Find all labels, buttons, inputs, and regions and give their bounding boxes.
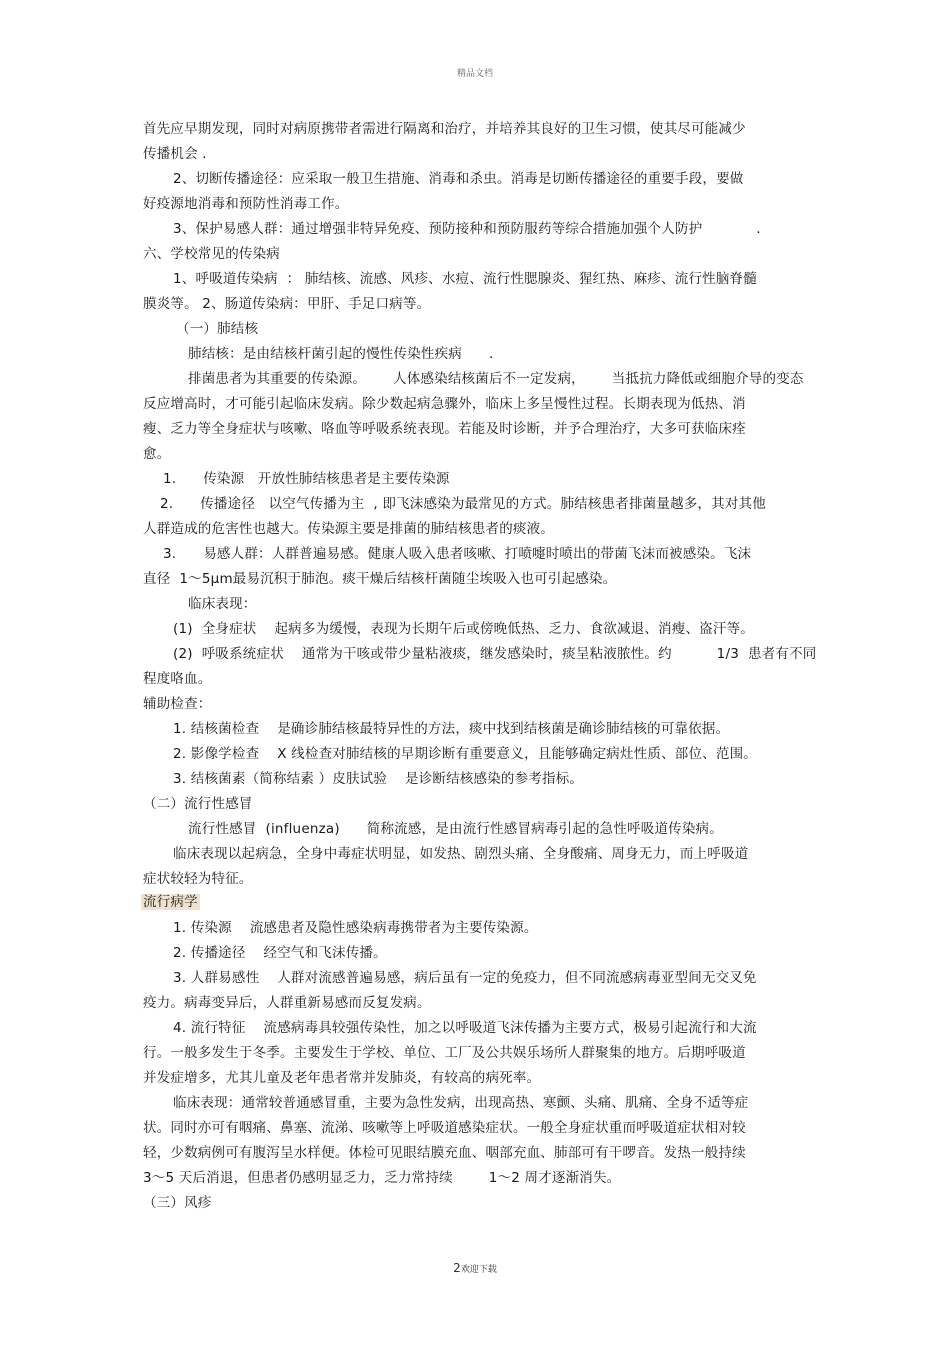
section-heading: 六、学校常见的传染病 — [143, 246, 280, 262]
subsection-heading: （二）流行性感冒 — [143, 796, 253, 812]
text-line: 1. 结核菌检查 是确诊肺结核最特异性的方法，痰中找到结核菌是确诊肺结核的可靠依据。 — [173, 721, 730, 737]
text-line: 肺结核：是由结核杆菌引起的慢性传染性疾病 . — [188, 346, 494, 362]
text-line: (1) 全身症状 起病多为缓慢，表现为长期午后或傍晚低热、乏力、食欲减退、消瘦、盗汗等。 — [173, 621, 754, 637]
text-line: 临床表现：通常较普通感冒重，主要为急性发病，出现高热、寒颤、头痛、肌痛、全身不适等症 — [173, 1095, 749, 1111]
text-line: 3. 易感人群：人群普遍易感。健康人吸入患者咳嗽、打喷嚏时喷出的带菌飞沫而被感染。飞沫 — [163, 546, 752, 562]
text-line: 临床表现以起病急，全身中毒症状明显，如发热、剧烈头痛、全身酸痛、周身无力，而上呼吸道 — [173, 846, 749, 862]
text-line: 状。同时亦可有咽痛、鼻塞、流涕、咳嗽等上呼吸道感染症状。一般全身症状重而呼吸道症状相对较 — [143, 1120, 746, 1136]
text-line: 1. 传染源 开放性肺结核患者是主要传染源 — [163, 471, 450, 487]
text-line: 临床表现： — [188, 596, 257, 612]
text-line: 1、呼吸道传染病 ： 肺结核、流感、风疹、水痘、流行性腮腺炎、猩红热、麻疹、流行性脑脊髓 — [173, 271, 757, 287]
text-line: 3、保护易感人群：通过增强非特异免疫、预防接种和预防服药等综合措施加强个人防护 . — [173, 221, 761, 237]
text-line: 2. 传播途径 经空气和飞沫传播。 — [173, 945, 387, 961]
text-line: 2. 影像学检查 X 线检查对肺结核的早期诊断有重要意义，且能够确定病灶性质、部位、范围。 — [173, 746, 757, 762]
subsection-heading: （一）肺结核 — [176, 321, 259, 337]
text-line: 反应增高时，才可能引起临床发病。除少数起病急骤外，临床上多呈慢性过程。长期表现为低热、消 — [143, 396, 746, 412]
text-line: 排菌患者为其重要的传染源。 人体感染结核菌后不一定发病， 当抵抗力降低或细胞介导的变态 — [188, 371, 804, 387]
text-line: 人群造成的危害性也越大。传染源主要是排菌的肺结核患者的痰液。 — [143, 521, 554, 537]
subsection-heading: （三）风疹 — [143, 1195, 212, 1211]
text-line: 3～5 天后消退，但患者仍感明显乏力，乏力常持续 1～2 周才逐渐消失。 — [143, 1170, 621, 1186]
text-line: 好疫源地消毒和预防性消毒工作。 — [143, 196, 349, 212]
text-line: 膜炎等。 2、肠道传染病：甲肝、手足口病等。 — [143, 296, 431, 312]
page-footer — [0, 1261, 950, 1275]
text-line: 瘦、乏力等全身症状与咳嗽、咯血等呼吸系统表现。若能及时诊断，并予合理治疗，大多可获临床痊 — [143, 421, 746, 437]
text-line: 首先应早期发现，同时对病原携带者需进行隔离和治疗，并培养其良好的卫生习惯，使其尽可能减少 — [143, 121, 746, 137]
text-line: 轻，少数病例可有腹泻呈水样便。体检可见眼结膜充血、咽部充血、肺部可有干啰音。发热一般持续 — [143, 1145, 746, 1161]
text-line: 3. 结核菌素（简称结素 ）皮肤试验 是诊断结核感染的参考指标。 — [173, 771, 584, 787]
text-line: 4. 流行特征 流感病毒具较强传染性，加之以呼吸道飞沫传播为主要方式，极易引起流行和大流 — [173, 1020, 757, 1036]
highlighted-heading: 流行病学 — [143, 894, 198, 910]
text-line: 2、切断传播途径：应采取一般卫生措施、消毒和杀虫。消毒是切断传播途径的重要手段，要做 — [173, 171, 744, 187]
text-line: 直径 1～5μm最易沉积于肺泡。痰干燥后结核杆菌随尘埃吸入也可引起感染。 — [143, 571, 617, 587]
text-line: 3. 人群易感性 人群对流感普遍易感，病后虽有一定的免疫力，但不同流感病毒亚型间无交叉免 — [173, 970, 757, 986]
text-line: 传播机会 . — [143, 146, 207, 162]
text-line: 愈。 — [143, 446, 171, 462]
text-line: 疫力。病毒变异后，人群重新易感而反复发病。 — [143, 995, 431, 1011]
text-line: 行。一般多发生于冬季。主要发生于学校、单位、工厂及公共娱乐场所人群聚集的地方。后期呼吸道 — [143, 1045, 746, 1061]
text-line: 流行性感冒 (influenza) 简称流感，是由流行性感冒病毒引起的急性呼吸道传染病。 — [188, 821, 723, 837]
page-header: 精品文档 — [456, 69, 493, 79]
text-line: 并发症增多，尤其儿童及老年患者常并发肺炎，有较高的病死率。 — [143, 1070, 541, 1086]
text-line: 症状较轻为特征。 — [143, 871, 253, 887]
text-line: 2. 传播途径 以空气传播为主 , 即飞沫感染为最常见的方式。肺结核患者排菌量越多，其对其他 — [160, 496, 766, 512]
text-line: 1. 传染源 流感患者及隐性感染病毒携带者为主要传染源。 — [173, 920, 538, 936]
footer-text: 欢迎下载 — [460, 1265, 497, 1275]
text-line: 辅助检查： — [143, 696, 212, 712]
text-line: (2) 呼吸系统症状 通常为干咳或带少量粘液痰，继发感染时，痰呈粘液脓性。约 1/3 患者有不同 — [173, 646, 817, 662]
page-number: 2 — [453, 1261, 461, 1275]
text-line: 程度咯血。 — [143, 671, 212, 687]
